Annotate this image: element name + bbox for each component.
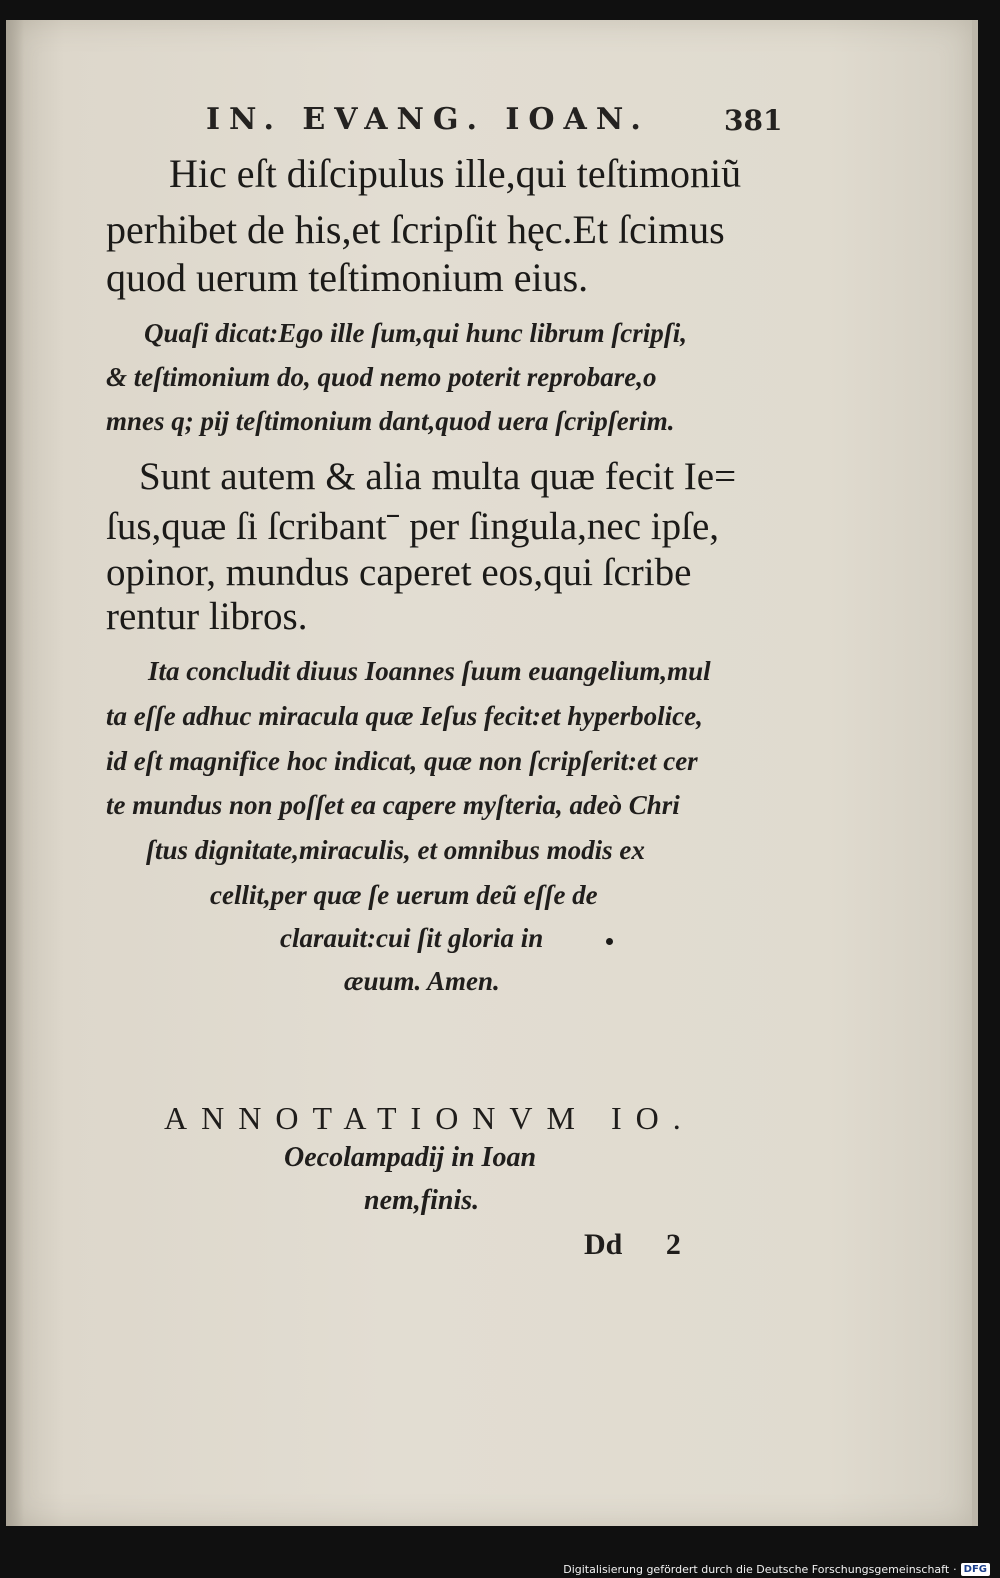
verse-2-line-1: Sunt autem & alia multa quæ fecit Ie= bbox=[139, 455, 737, 498]
commentary-2-line-7: clarauit:cui ſit gloria in bbox=[280, 923, 544, 953]
commentary-2-line-1: Ita concludit diuus Ioannes ſuum euangelium,mul bbox=[148, 656, 711, 686]
page-number: 381 bbox=[724, 104, 783, 137]
commentary-1-line-3: mnes q; pij teſtimonium dant,quod uera ſcripſerim. bbox=[106, 406, 675, 436]
verse-1-line-1: Hic eſt diſcipulus ille,qui teſtimoniũ bbox=[169, 151, 742, 196]
commentary-2-line-3: id eſt magnifice hoc indicat, quæ non ſcripſerit:et cer bbox=[106, 746, 698, 776]
commentary-2-line-4: te mundus non poſſet ea capere myſteria, adeò Chri bbox=[106, 790, 680, 820]
commentary-1-line-2: & teſtimonium do, quod nemo poterit reprobare,o bbox=[106, 362, 657, 392]
verse-2-line-2: ſus,quæ ſi ſcribantˉ per ſingula,nec ipſe, bbox=[106, 505, 720, 548]
verse-2-line-4: rentur libros. bbox=[106, 595, 308, 638]
page-gutter-shadow bbox=[6, 20, 24, 1526]
commentary-1-line-1: Quaſi dicat:Ego ille ſum,qui hunc librum ſcripſi, bbox=[144, 318, 688, 348]
digitization-footer bbox=[563, 1563, 990, 1576]
commentary-2-line-5: ſtus dignitate,miraculis, et omnibus modis ex bbox=[146, 835, 645, 865]
verse-1-line-2: perhibet de his,et ſcripſit hęc.Et ſcimus bbox=[106, 207, 725, 252]
verse-2-line-3: opinor, mundus caperet eos,qui ſcribe bbox=[106, 551, 692, 594]
footer-credit-text: Digitalisierung gefördert durch die Deutsche Forschungsgemeinschaft bbox=[563, 1563, 950, 1576]
commentary-2-line-6: cellit,per quæ ſe uerum deũ eſſe de bbox=[210, 880, 598, 910]
colophon-line-2: Oecolampadij in Ioan bbox=[284, 1142, 537, 1173]
ornament-dot bbox=[606, 938, 613, 945]
commentary-2-line-2: ta eſſe adhuc miracula quæ Ieſus fecit:et hyperbolice, bbox=[106, 701, 703, 731]
running-head: IN. EVANG. IOAN. bbox=[206, 102, 650, 137]
verse-1-line-3: quod uerum teſtimonium eius. bbox=[106, 255, 589, 300]
book-page bbox=[6, 20, 978, 1526]
colophon-line-3: nem,finis. bbox=[364, 1185, 480, 1216]
footer-separator: · bbox=[953, 1563, 957, 1576]
dfg-logo: DFG bbox=[961, 1563, 990, 1576]
colophon-line-1: ANNOTATIONVM IO. bbox=[164, 1100, 695, 1136]
commentary-2-line-8: æuum. Amen. bbox=[344, 966, 500, 996]
signature-mark: Dd 2 bbox=[584, 1228, 681, 1261]
